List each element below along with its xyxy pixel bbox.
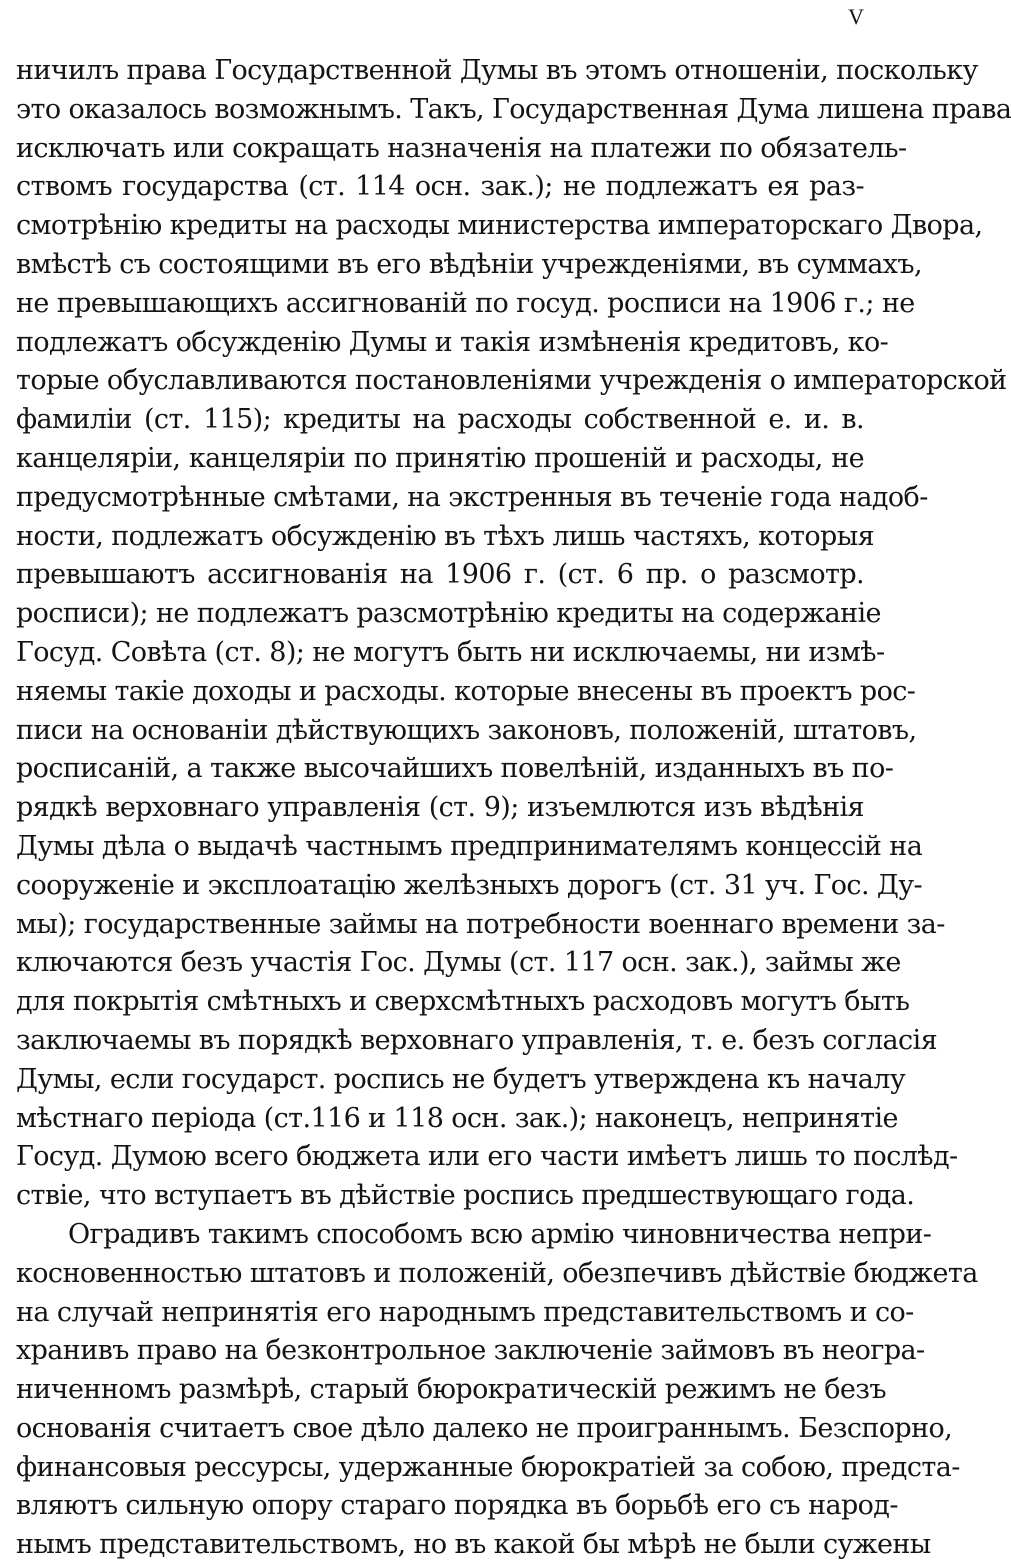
text-line: финансовыя рессурсы, удержанные бюрократіей за собою, предста- bbox=[16, 1451, 960, 1483]
text-line: Думы дѣла о выдачѣ частнымъ предпринимателямъ концессій на bbox=[16, 830, 923, 862]
text-line: канцеляріи, канцеляріи по принятію прошеній и расходы, не bbox=[16, 442, 864, 474]
text-line: смотрѣнію кредиты на расходы министерства императорскаго Двора, bbox=[16, 210, 983, 242]
text-line: заключаемы въ порядкѣ верховнаго управленія, т. е. безъ согласія bbox=[16, 1024, 938, 1056]
text-line: хранивъ право на безконтрольное заключеніе займовъ въ неогра- bbox=[16, 1335, 925, 1367]
text-line: основанія считаетъ свое дѣло далеко не проиграннымъ. Безспорно, bbox=[16, 1412, 953, 1444]
text-line: писи на основаніи дѣйствующихъ законовъ, положеній, штатовъ, bbox=[16, 714, 917, 746]
text-line: исключать или сокращать назначенія на платежи по обязатель- bbox=[16, 132, 907, 164]
body-text bbox=[16, 52, 1011, 1565]
text-line: для покрытія смѣтныхъ и сверхсмѣтныхъ расходовъ могутъ быть bbox=[16, 986, 910, 1018]
text-line: косновенностью штатовъ и положеній, обезпечивъ дѣйствіе бюджета bbox=[16, 1257, 978, 1289]
text-line: подлежатъ обсужденію Думы и такія измѣненія кредитовъ, ко- bbox=[16, 326, 889, 358]
text-line: это оказалось возможнымъ. Такъ, Государственная Дума лишена права bbox=[16, 93, 1011, 125]
text-line: предусмотрѣнные смѣтами, на экстренныя въ теченіе года надоб- bbox=[16, 481, 928, 513]
text-line: вляютъ сильную опору стараго порядка въ борьбѣ его съ народ- bbox=[16, 1490, 898, 1522]
text-line: ключаются безъ участія Гос. Думы (ст. 117 осн. зак.), займы же bbox=[16, 947, 901, 979]
text-line: ничилъ права Государственной Думы въ этомъ отношеніи, поскольку bbox=[16, 55, 978, 86]
text-line: ности, подлежатъ обсужденію въ тѣхъ лишь частяхъ, которыя bbox=[16, 520, 875, 552]
text-line: мы); государственные займы на потребности военнаго времени за- bbox=[16, 908, 945, 940]
page-number: V bbox=[848, 4, 864, 29]
text-line: ниченномъ размѣрѣ, старый бюрократическій режимъ не безъ bbox=[16, 1374, 886, 1406]
text-line: не превышающихъ ассигнованій по госуд. росписи на 1906 г.; не bbox=[16, 287, 915, 319]
text-line: мѣстнаго періода (ст.116 и 118 осн. зак.); наконецъ, непринятіе bbox=[16, 1102, 898, 1134]
text-line: фамиліи (ст. 115); кредиты на расходы собственной е. и. в. bbox=[16, 404, 864, 436]
text-line: вмѣстѣ съ состоящими въ его вѣдѣніи учрежденіями, въ суммахъ, bbox=[16, 248, 922, 280]
paragraph-start-line: Оградивъ такимъ способомъ всю армію чиновничества непри- bbox=[68, 1218, 932, 1250]
text-line: Думы, если государст. роспись не будетъ утверждена къ началу bbox=[16, 1063, 906, 1095]
text-line: рядкѣ верховнаго управленія (ст. 9); изъемлются изъ вѣдѣнія bbox=[16, 792, 864, 824]
text-line: превышаютъ ассигнованія на 1906 г. (ст. 6 пр. о разсмотр. bbox=[16, 559, 864, 591]
text-line: росписи); не подлежатъ разсмотрѣнію кредиты на содержаніе bbox=[16, 598, 881, 630]
text-line: на случай непринятія его народнымъ представительствомъ и со- bbox=[16, 1296, 914, 1328]
paragraph-end-line: ствіе, что вступаетъ въ дѣйствіе роспись предшествующаго года. bbox=[16, 1180, 915, 1212]
text-line: Госуд. Думою всего бюджета или его части имѣетъ лишь то послѣд- bbox=[16, 1141, 958, 1173]
text-line: Госуд. Совѣта (ст. 8); не могутъ быть ни исключаемы, ни измѣ- bbox=[16, 636, 885, 668]
text-line: ствомъ государства (ст. 114 осн. зак.); не подлежатъ ея раз- bbox=[16, 171, 864, 203]
text-line: сооруженіе и эксплоатацію желѣзныхъ дорогъ (ст. 31 уч. Гос. Ду- bbox=[16, 869, 923, 901]
text-line: няемы такіе доходы и расходы. которые внесены въ проектъ рос- bbox=[16, 675, 916, 707]
text-line: нымъ представительствомъ, но въ какой бы мѣрѣ не были сужены bbox=[16, 1529, 931, 1561]
text-line: торые обуславливаются постановленіями учрежденія о императорской bbox=[16, 365, 1007, 397]
text-line: росписаній, а также высочайшихъ повелѣній, изданныхъ въ по- bbox=[16, 753, 894, 785]
